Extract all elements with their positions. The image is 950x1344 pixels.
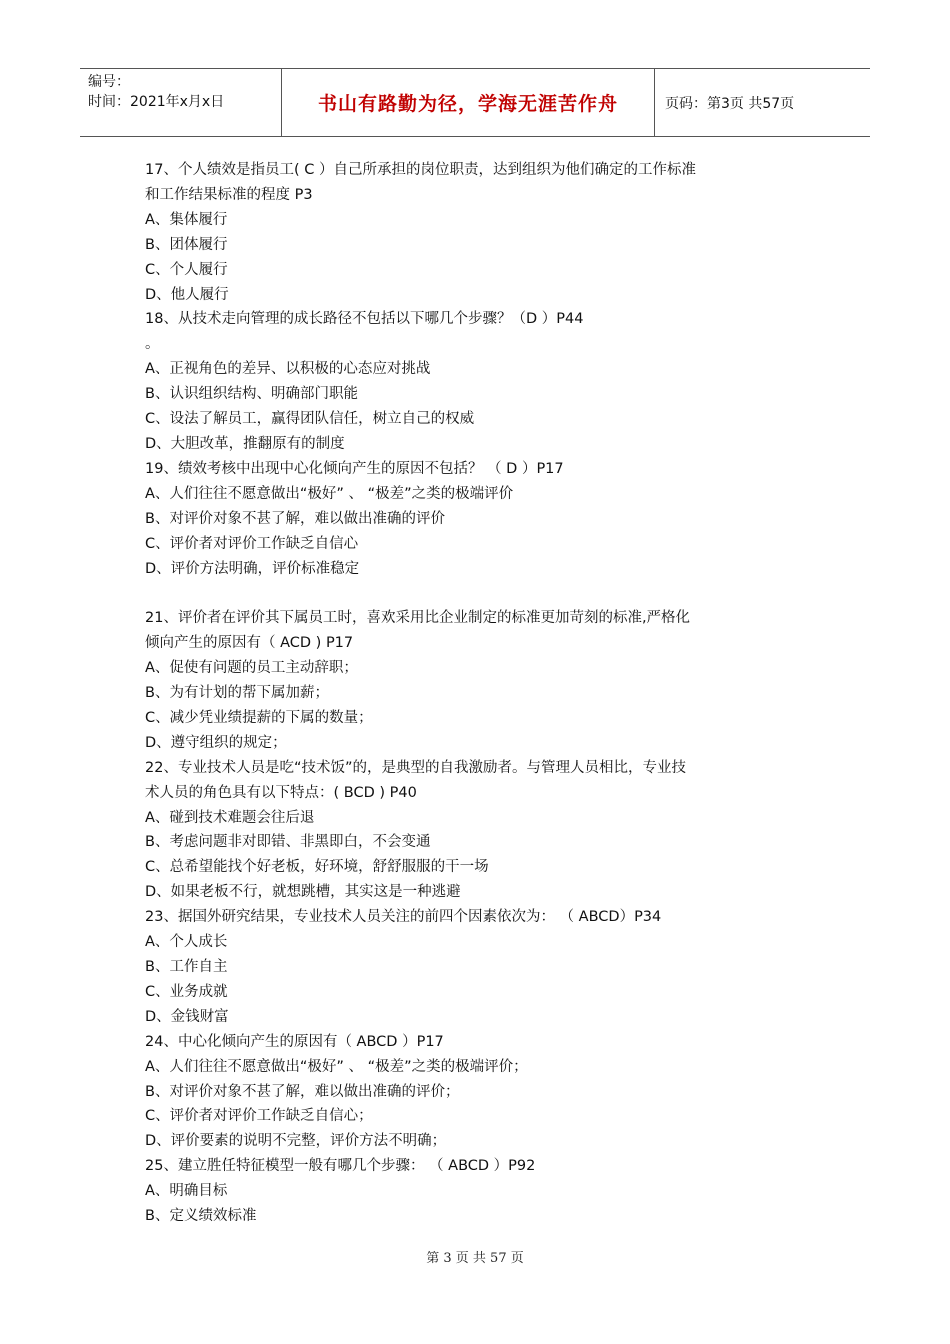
answer-option: A、碰到技术难题会往后退 (145, 809, 315, 826)
blank-line (145, 581, 795, 606)
answer-option: B、为有计划的帮下属加薪； (145, 685, 329, 702)
answer-option: B、定义绩效标准 (145, 1208, 257, 1225)
question-block (145, 158, 795, 307)
question-text: 21、评价者在评价其下属员工时，喜欢采用比企业制定的标准更加苛刻的标准,严格化 (145, 610, 691, 627)
header-motto: 书山有路勤为径，学海无涯苦作舟 (282, 69, 655, 136)
question-block (145, 1154, 795, 1229)
answer-option: D、评价要素的说明不完整，评价方法不明确； (145, 1133, 447, 1150)
answer-option: C、个人履行 (145, 261, 228, 278)
answer-option: D、如果老板不行，就想跳槽，其实这是一种逃避 (145, 884, 461, 901)
question-block (145, 1030, 795, 1155)
question-text: 22、专业技术人员是吃“技术饭”的，是典型的自我激励者。与管理人员相比，专业技 (145, 759, 686, 776)
header-meta (80, 69, 282, 136)
page-header (80, 68, 870, 137)
answer-option: B、团体履行 (145, 236, 228, 253)
question-block (145, 307, 795, 456)
answer-option: B、工作自主 (145, 958, 228, 975)
question-text: 术人员的角色具有以下特点：( BCD ) P40 (145, 784, 417, 801)
answer-option: C、评价者对评价工作缺乏自信心； (145, 1108, 373, 1125)
question-block (145, 905, 795, 1030)
page-footer: 第 3 页 共 57 页 (426, 1251, 524, 1266)
question-text: 倾向产生的原因有（ ACD ) P17 (145, 635, 354, 652)
answer-option: C、减少凭业绩提薪的下属的数量； (145, 709, 373, 726)
question-text: 和工作结果标准的程度 P3 (145, 186, 313, 203)
answer-option: A、人们往往不愿意做出“极好” 、 “极差”之类的极端评价； (145, 1058, 528, 1075)
question-text: 24、中心化倾向产生的原因有（ ABCD ）P17 (145, 1033, 444, 1050)
answer-option: D、遵守组织的规定； (145, 734, 287, 751)
answer-option: A、个人成长 (145, 934, 228, 951)
answer-option: B、对评价对象不甚了解，难以做出准确的评价 (145, 510, 445, 527)
question-text: 23、据国外研究结果，专业技术人员关注的前四个因素依次为： （ ABCD）P34 (145, 909, 662, 926)
question-block (145, 606, 795, 755)
header-page-info: 页码：第3页 共57页 (665, 95, 795, 112)
question-block (145, 756, 795, 905)
answer-option: B、对评价对象不甚了解，难以做出准确的评价； (145, 1083, 460, 1100)
answer-option: C、总希望能找个好老板，好环境，舒舒服服的干一场 (145, 859, 489, 876)
answer-option: A、促使有问题的员工主动辞职； (145, 660, 358, 677)
answer-option: C、业务成就 (145, 983, 228, 1000)
answer-option: A、人们往往不愿意做出“极好” 、 “极差”之类的极端评价 (145, 485, 514, 502)
answer-option: D、大胆改革，推翻原有的制度 (145, 435, 345, 452)
answer-option: D、金钱财富 (145, 1008, 229, 1025)
question-text: 19、绩效考核中出现中心化倾向产生的原因不包括？ （ D ）P17 (145, 460, 564, 477)
answer-option: A、集体履行 (145, 211, 228, 228)
answer-option: D、评价方法明确，评价标准稳定 (145, 560, 360, 577)
serial-label: 编号： (88, 74, 130, 90)
question-text: 25、建立胜任特征模型一般有哪几个步骤： （ ABCD ）P92 (145, 1158, 536, 1175)
answer-option: D、他人履行 (145, 286, 229, 303)
answer-option: A、明确目标 (145, 1183, 228, 1200)
answer-option: B、认识组织结构、明确部门职能 (145, 386, 358, 403)
answer-option: A、正视角色的差异、以积极的心态应对挑战 (145, 361, 431, 378)
question-list (145, 158, 795, 1229)
question-block (145, 457, 795, 582)
answer-option: C、评价者对评价工作缺乏自信心 (145, 535, 359, 552)
question-text: 。 (145, 336, 160, 353)
question-text: 18、从技术走向管理的成长路径不包括以下哪几个步骤？（D ）P44 (145, 311, 584, 328)
answer-option: B、考虑问题非对即错、非黑即白，不会变通 (145, 834, 431, 851)
question-text: 17、个人绩效是指员工( C ）自己所承担的岗位职责，达到组织为他们确定的工作标准 (145, 162, 696, 178)
time-label: 时间：2021年x月x日 (88, 94, 225, 110)
answer-option: C、设法了解员工，赢得团队信任，树立自己的权威 (145, 411, 475, 428)
